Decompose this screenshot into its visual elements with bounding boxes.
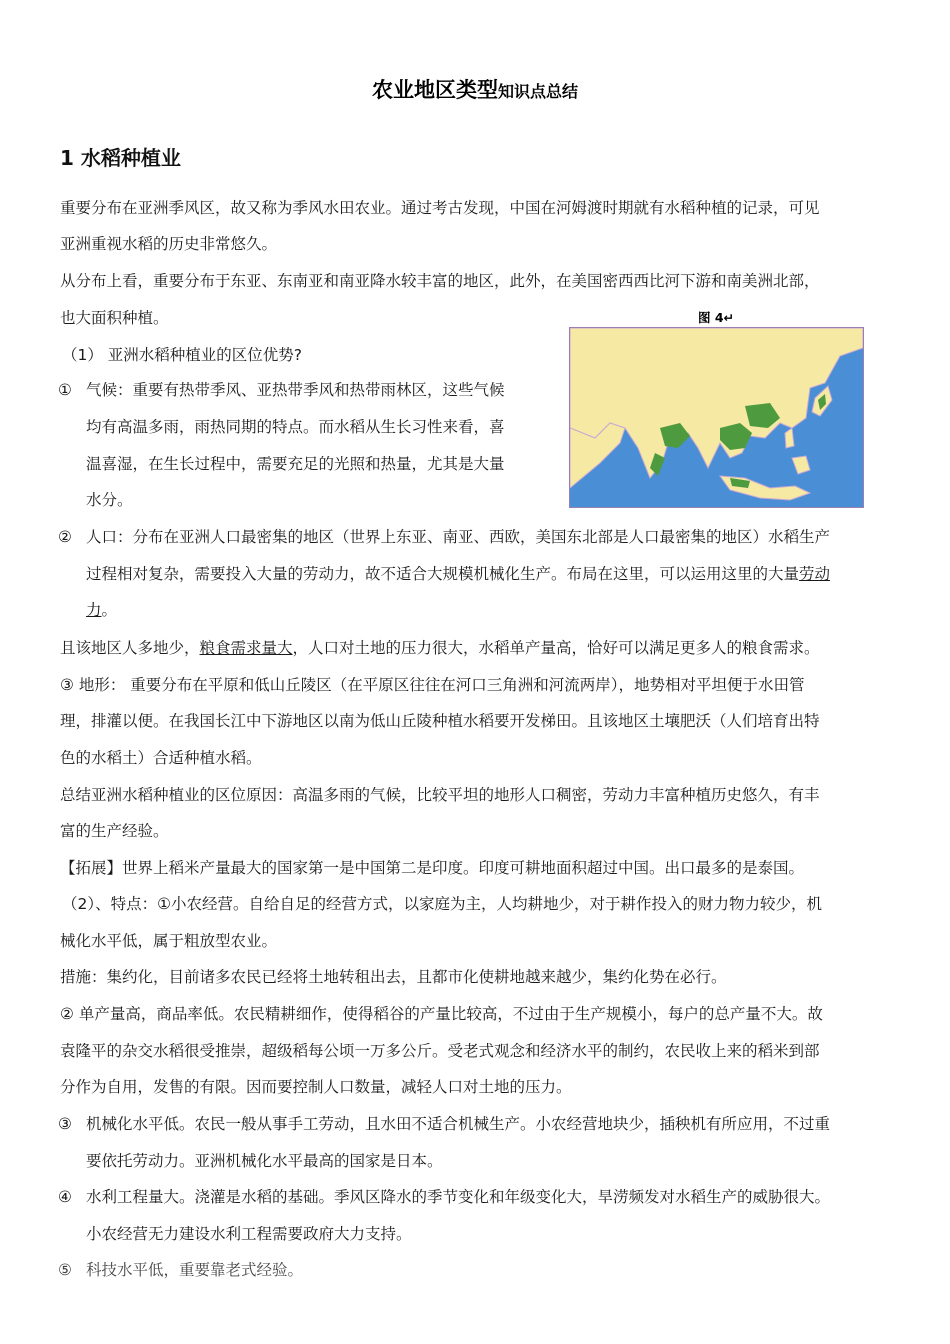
list-item-text: 水利工程量大。浇灌是水稻的基础。季风区降水的季节变化和年级变化大，旱涝频发对水稻生产的威胁很大。 [86, 1188, 831, 1206]
list-item-text: 温喜湿，在生长过程中，需要充足的光照和热量，尤其是大量 [86, 455, 505, 473]
paragraph-line: ② 单产量高，商品率低。农民精耕细作，使得稻谷的产量比较高，不过由于生产规模小，每户的总产量不大。故 [60, 1005, 823, 1023]
list-item-text: 机械化水平低。农民一般从事手工劳动，且水田不适合机械生产。小农经营地块少，插秧机有所应用，不过重 [86, 1115, 831, 1133]
paragraph-line: 分作为自用，发售的有限。因而要控制人口数量，减轻人口对土地的压力。 [60, 1078, 572, 1096]
paragraph-line: 重要分布在亚洲季风区，故又称为季风水田农业。通过考古发现，中国在河姆渡时期就有水稻种植的记录，可见 [60, 199, 820, 217]
underlined-term: 粮食需求量大 [199, 639, 293, 657]
asia-rice-map [569, 327, 864, 508]
paragraph-line: 【拓展】世界上稻米产量最大的国家第一是中国第二是印度。印度可耕地面积超过中国。出口最多的是泰国。 [60, 859, 805, 877]
list-number: ⑤ [58, 1261, 72, 1279]
title-sub: 知识点总结 [497, 82, 578, 101]
list-item-text: 水分。 [86, 491, 133, 509]
map-graphic [570, 328, 863, 507]
paragraph-line: 色的水稻土）合适种植水稻。 [60, 749, 262, 767]
page-title [0, 74, 950, 104]
paragraph-line: 措施：集约化，目前诸多农民已经将土地转租出去，且都市化使耕地越来越少，集约化势在必行。 [60, 968, 727, 986]
list-item-text: 气候：重要有热带季风、亚热带季风和热带雨林区，这些气候 [86, 381, 505, 399]
title-main: 农业地区类型 [371, 78, 498, 102]
paragraph-line: 亚洲重视水稻的历史非常悠久。 [60, 235, 278, 253]
paragraph-line: 理，排灌以便。在我国长江中下游地区以南为低山丘陵种植水稻要开发梯田。且该地区土壤肥沃（人们培育出特 [60, 712, 820, 730]
list-number: ③ [58, 1115, 72, 1133]
paragraph-line: 械化水平低，属于粗放型农业。 [60, 932, 278, 950]
list-item-text: 要依托劳动力。亚洲机械化水平最高的国家是日本。 [86, 1152, 443, 1170]
subsection-heading: （1） 亚洲水稻种植业的区位优势? [62, 346, 303, 364]
paragraph-line: 总结亚洲水稻种植业的区位原因：高温多雨的气候，比较平坦的地形人口稠密，劳动力丰富种植历史悠久，有丰 [60, 786, 820, 804]
list-item-text [86, 600, 117, 620]
underlined-term: 劳动 [799, 565, 831, 583]
paragraph-line: 富的生产经验。 [60, 822, 169, 840]
text-segment: ，人口对土地的压力很大，水稻单产量高，恰好可以满足更多人的粮食需求。 [292, 639, 820, 657]
paragraph-line [60, 638, 820, 658]
text-segment: 且该地区人多地少， [60, 639, 200, 657]
text-segment: 。 [101, 601, 118, 619]
underlined-term: 力 [86, 601, 102, 619]
list-item-text: 小农经营无力建设水利工程需要政府大力支持。 [86, 1225, 412, 1243]
paragraph-line: 也大面积种植。 [60, 309, 169, 327]
text-segment: 过程相对复杂，需要投入大量的劳动力，故不适合大规模机械化生产。布局在这里，可以运用这里的大量 [86, 565, 800, 583]
paragraph-line: 从分布上看，重要分布于东亚、东南亚和南亚降水较丰富的地区，此外，在美国密西西比河下游和南美洲北部， [60, 272, 820, 290]
list-number: ② [58, 528, 72, 546]
paragraph-line: 袁隆平的杂交水稻很受推崇，超级稻每公顷一万多公斤。受老式观念和经济水平的制约，农民收上来的稻米到部 [60, 1042, 820, 1060]
map-caption: 图 4↵ [698, 310, 735, 325]
paragraph-line: ③ 地形： 重要分布在平原和低山丘陵区（在平原区往往在河口三角洲和河流两岸），地势相对平坦便于水田管 [60, 676, 805, 694]
section-heading: 1 水稻种植业 [60, 146, 181, 170]
list-item-text: 科技水平低，重要靠老式经验。 [86, 1261, 304, 1279]
paragraph-line: （2）、特点：①小农经营。自给自足的经营方式，以家庭为主，人均耕地少，对于耕作投入的财力物力较少，机 [62, 895, 823, 913]
list-item-text [86, 564, 830, 584]
list-number: ④ [58, 1188, 72, 1206]
list-item-text: 人口：分布在亚洲人口最密集的地区（世界上东亚、南亚、西欧，美国东北部是人口最密集的地区）水稻生产 [86, 528, 831, 546]
list-item-text: 均有高温多雨，雨热同期的特点。而水稻从生长习性来看，喜 [86, 418, 505, 436]
list-number: ① [58, 381, 72, 399]
